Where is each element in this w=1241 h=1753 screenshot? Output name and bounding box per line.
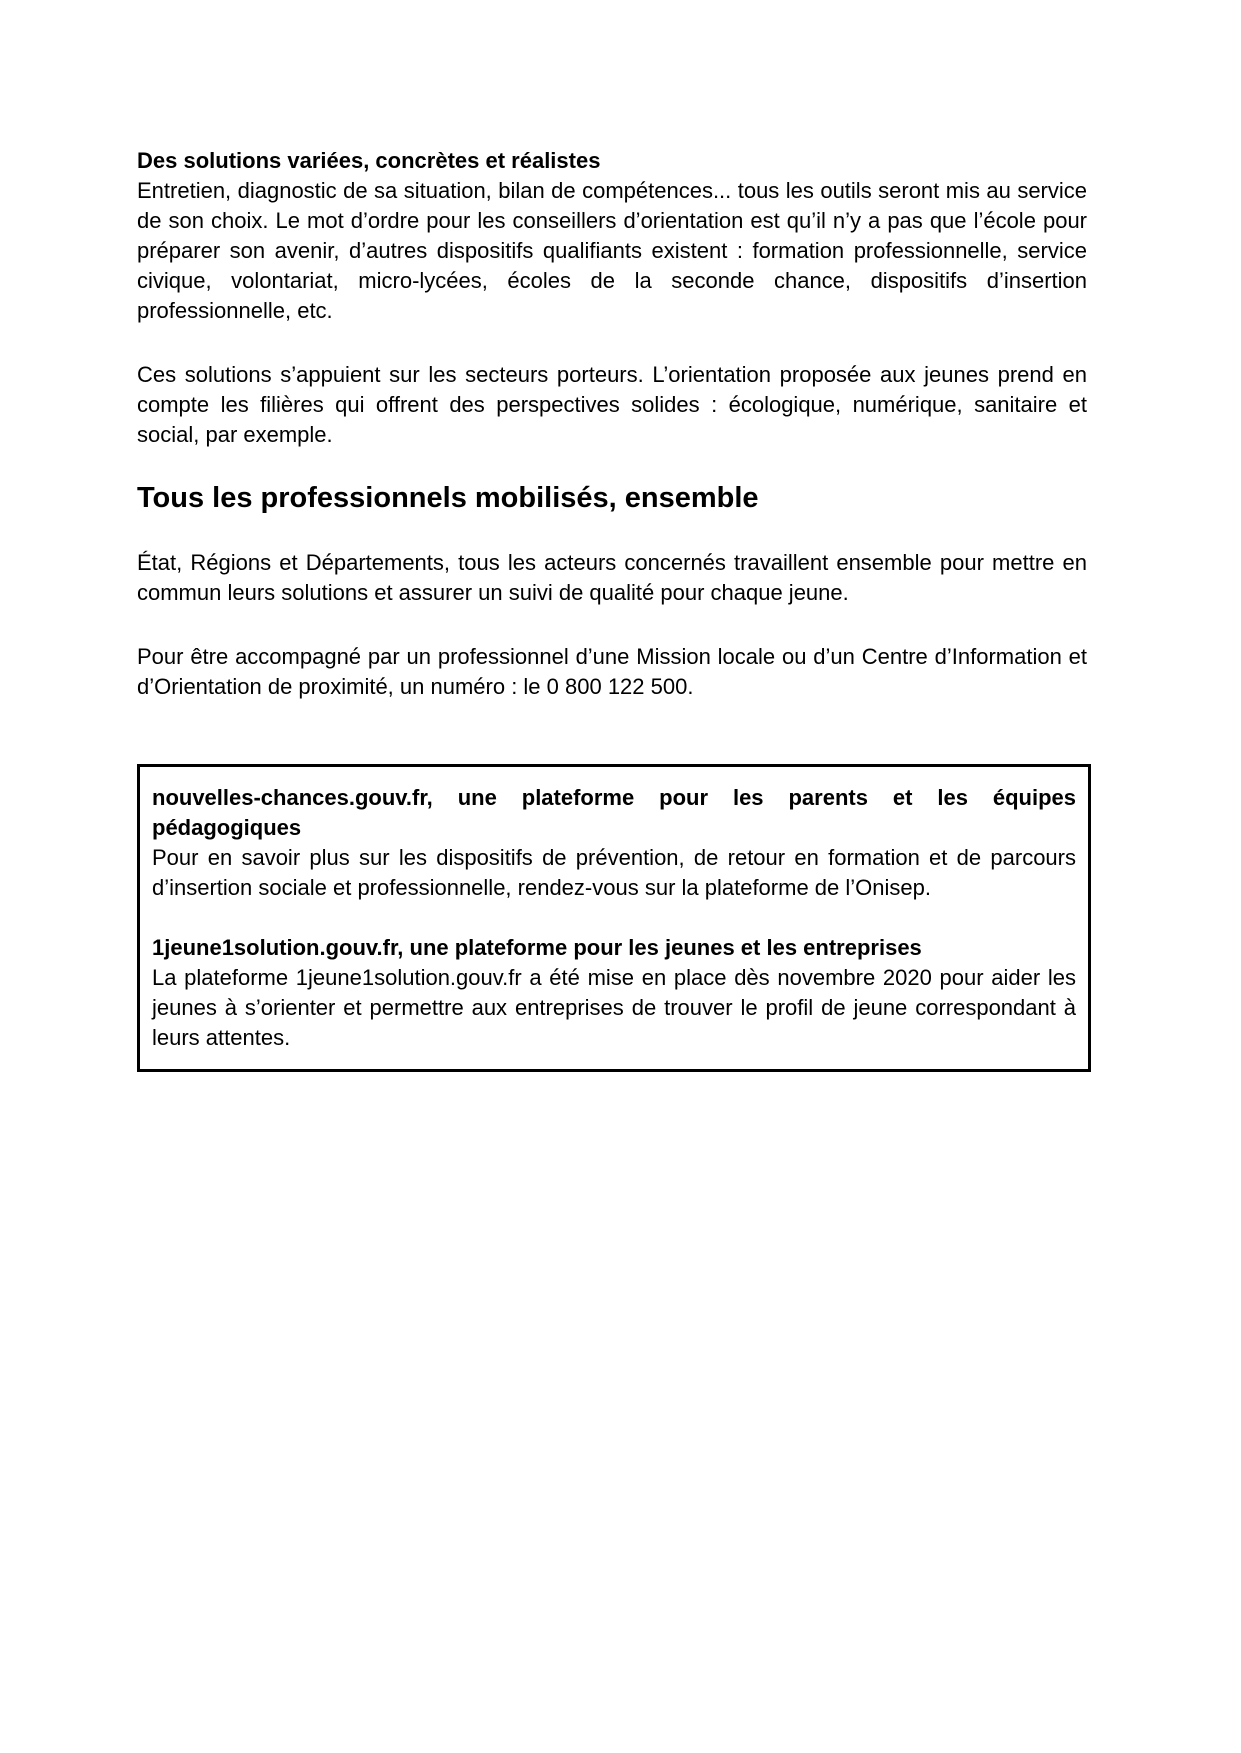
box-paragraph-1jeune1solution: La plateforme 1jeune1solution.gouv.fr a été mise en place dès novembre 2020 pour aider les jeunes à s’orienter et permettre aux entreprises de trouver le profil de jeune correspondant à leurs attentes. xyxy=(152,965,1076,1050)
box-title-1jeune1solution: 1jeune1solution.gouv.fr, une plateforme pour les jeunes et les entreprises xyxy=(152,935,922,960)
paragraph-numero-accompagnement: Pour être accompagné par un professionnel d’une Mission locale ou d’un Centre d’Information et d’Orientation de proximité, un numéro : le 0 800 122 500. xyxy=(137,644,1087,699)
paragraph-outils-orientation: Entretien, diagnostic de sa situation, bilan de compétences... tous les outils seront mis au service de son choix. Le mot d’ordre pour les conseillers d’orientation est qu’il n’y a pas que l’école pour préparer son avenir, d’autres dispositifs qualifiants existent : formation professionnelle, service civique, volontariat, micro-lycées, écoles de la seconde chance, dispositifs d’insertion professionnelle, etc. xyxy=(137,178,1087,323)
heading-professionnels-mobilises: Tous les professionnels mobilisés, ensemble xyxy=(137,482,759,514)
document-content xyxy=(137,146,1087,1072)
box-title-nouvelles-chances: nouvelles-chances.gouv.fr, une plateforme pour les parents et les équipes pédagogiques xyxy=(152,785,1076,840)
platforms-info-box xyxy=(137,764,1091,1072)
paragraph-secteurs-porteurs: Ces solutions s’appuient sur les secteurs porteurs. L’orientation proposée aux jeunes prend en compte les filières qui offrent des perspectives solides : écologique, numérique, sanitaire et social, par exemple. xyxy=(137,362,1087,447)
paragraph-etat-regions: État, Régions et Départements, tous les acteurs concernés travaillent ensemble pour mettre en commun leurs solutions et assurer un suivi de qualité pour chaque jeune. xyxy=(137,550,1087,605)
subheading-des-solutions: Des solutions variées, concrètes et réalistes xyxy=(137,148,601,173)
box-paragraph-onisep: Pour en savoir plus sur les dispositifs de prévention, de retour en formation et de parcours d’insertion sociale et professionnelle, rendez-vous sur la plateforme de l’Onisep. xyxy=(152,845,1076,900)
